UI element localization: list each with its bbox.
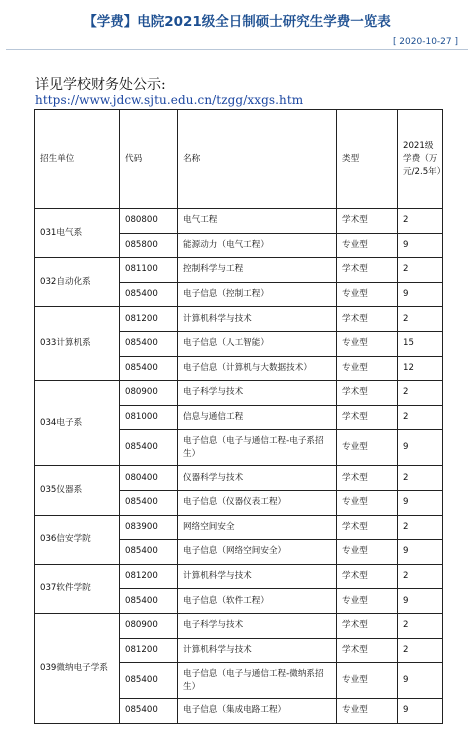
fee-cell: 9 — [398, 490, 443, 515]
program-type-cell: 专业型 — [337, 282, 398, 307]
table-row — [35, 209, 443, 234]
fee-cell: 2 — [398, 307, 443, 332]
code-cell: 080400 — [120, 466, 178, 491]
code-cell: 081100 — [120, 258, 178, 283]
code-cell: 085400 — [120, 540, 178, 565]
program-type-cell: 学术型 — [337, 258, 398, 283]
code-cell: 085400 — [120, 356, 178, 381]
program-type-cell: 专业型 — [337, 540, 398, 565]
code-cell: 081200 — [120, 307, 178, 332]
fee-cell: 9 — [398, 589, 443, 614]
fee-cell: 2 — [398, 381, 443, 406]
fee-cell: 2 — [398, 405, 443, 430]
program-type-cell: 学术型 — [337, 209, 398, 234]
code-cell: 080900 — [120, 613, 178, 638]
table-row — [35, 307, 443, 332]
program-name-cell: 电子科学与技术 — [178, 381, 337, 406]
program-name-cell: 能源动力（电气工程） — [178, 233, 337, 258]
unit-cell: 035仪器系 — [35, 466, 120, 515]
program-name-cell: 仪器科学与技术 — [178, 466, 337, 491]
program-type-cell: 学术型 — [337, 564, 398, 589]
fee-cell: 2 — [398, 209, 443, 234]
fee-cell: 2 — [398, 638, 443, 663]
page-title: 【学费】电院2021级全日制硕士研究生学费一览表 — [83, 14, 391, 30]
code-cell: 081000 — [120, 405, 178, 430]
program-type-cell: 专业型 — [337, 233, 398, 258]
fee-cell: 15 — [398, 331, 443, 356]
fee-cell: 9 — [398, 699, 443, 724]
tuition-table — [34, 109, 446, 724]
code-cell: 085400 — [120, 589, 178, 614]
program-name-cell: 电子信息（网络空间安全） — [178, 540, 337, 565]
program-type-cell: 学术型 — [337, 307, 398, 332]
code-cell: 085400 — [120, 282, 178, 307]
fee-cell: 2 — [398, 258, 443, 283]
program-name-cell: 电子信息（控制工程） — [178, 282, 337, 307]
program-type-cell: 专业型 — [337, 356, 398, 381]
unit-cell: 032自动化系 — [35, 258, 120, 307]
header-name: 名称 — [178, 110, 337, 209]
header-unit: 招生单位 — [35, 110, 120, 209]
code-cell: 085400 — [120, 430, 178, 466]
unit-cell: 033计算机系 — [35, 307, 120, 381]
program-type-cell: 学术型 — [337, 638, 398, 663]
program-type-cell: 专业型 — [337, 331, 398, 356]
fee-cell: 2 — [398, 515, 443, 540]
code-cell: 081200 — [120, 638, 178, 663]
program-type-cell: 学术型 — [337, 405, 398, 430]
code-cell: 080900 — [120, 381, 178, 406]
program-name-cell: 电子信息（集成电路工程） — [178, 699, 337, 724]
title-divider — [6, 49, 468, 50]
program-type-cell: 专业型 — [337, 663, 398, 699]
code-cell: 085800 — [120, 233, 178, 258]
program-name-cell: 电子信息（人工智能） — [178, 331, 337, 356]
fee-cell: 9 — [398, 430, 443, 466]
table-row — [35, 515, 443, 540]
fee-cell: 12 — [398, 356, 443, 381]
code-cell: 085400 — [120, 331, 178, 356]
fee-cell: 2 — [398, 564, 443, 589]
unit-cell: 034电子系 — [35, 381, 120, 466]
program-type-cell: 学术型 — [337, 515, 398, 540]
fee-cell: 2 — [398, 466, 443, 491]
header-code: 代码 — [120, 110, 178, 209]
program-name-cell: 电子信息（电子与通信工程-微纳系招生） — [178, 663, 337, 699]
unit-cell: 037软件学院 — [35, 564, 120, 613]
table-row — [35, 466, 443, 491]
code-cell: 085400 — [120, 490, 178, 515]
table-row — [35, 613, 443, 638]
header-type: 类型 — [337, 110, 398, 209]
program-name-cell: 计算机科学与技术 — [178, 307, 337, 332]
intro-text: 详见学校财务处公示: — [35, 77, 166, 93]
program-name-cell: 电子信息（仪器仪表工程） — [178, 490, 337, 515]
unit-cell: 036信安学院 — [35, 515, 120, 564]
program-type-cell: 专业型 — [337, 430, 398, 466]
program-name-cell: 控制科学与工程 — [178, 258, 337, 283]
program-name-cell: 电子信息（计算机与大数据技术） — [178, 356, 337, 381]
header-fee: 2021级学费（万元/2.5年） — [398, 110, 443, 209]
program-type-cell: 学术型 — [337, 466, 398, 491]
program-type-cell: 学术型 — [337, 381, 398, 406]
table-row — [35, 564, 443, 589]
fee-cell: 9 — [398, 282, 443, 307]
program-name-cell: 计算机科学与技术 — [178, 564, 337, 589]
fee-cell: 9 — [398, 233, 443, 258]
table-row — [35, 258, 443, 283]
code-cell: 080800 — [120, 209, 178, 234]
program-name-cell: 电子信息（软件工程） — [178, 589, 337, 614]
table-row — [35, 381, 443, 406]
fee-cell: 2 — [398, 613, 443, 638]
program-type-cell: 专业型 — [337, 490, 398, 515]
program-type-cell: 学术型 — [337, 613, 398, 638]
header-row — [35, 110, 443, 209]
unit-cell: 031电气系 — [35, 209, 120, 258]
program-name-cell: 电子信息（电子与通信工程-电子系招生） — [178, 430, 337, 466]
program-name-cell: 网络空间安全 — [178, 515, 337, 540]
code-cell: 081200 — [120, 564, 178, 589]
unit-cell: 039微纳电子学系 — [35, 613, 120, 723]
code-cell: 085400 — [120, 699, 178, 724]
program-type-cell: 专业型 — [337, 589, 398, 614]
code-cell: 085400 — [120, 663, 178, 699]
program-name-cell: 电子科学与技术 — [178, 613, 337, 638]
fee-cell: 9 — [398, 663, 443, 699]
fee-cell: 9 — [398, 540, 443, 565]
publish-date: [ 2020-10-27 ] — [392, 37, 458, 47]
program-type-cell: 专业型 — [337, 699, 398, 724]
program-name-cell: 计算机科学与技术 — [178, 638, 337, 663]
program-name-cell: 电气工程 — [178, 209, 337, 234]
program-name-cell: 信息与通信工程 — [178, 405, 337, 430]
finance-office-link[interactable]: https://www.jdcw.sjtu.edu.cn/tzgg/xxgs.htm — [35, 93, 304, 107]
code-cell: 083900 — [120, 515, 178, 540]
